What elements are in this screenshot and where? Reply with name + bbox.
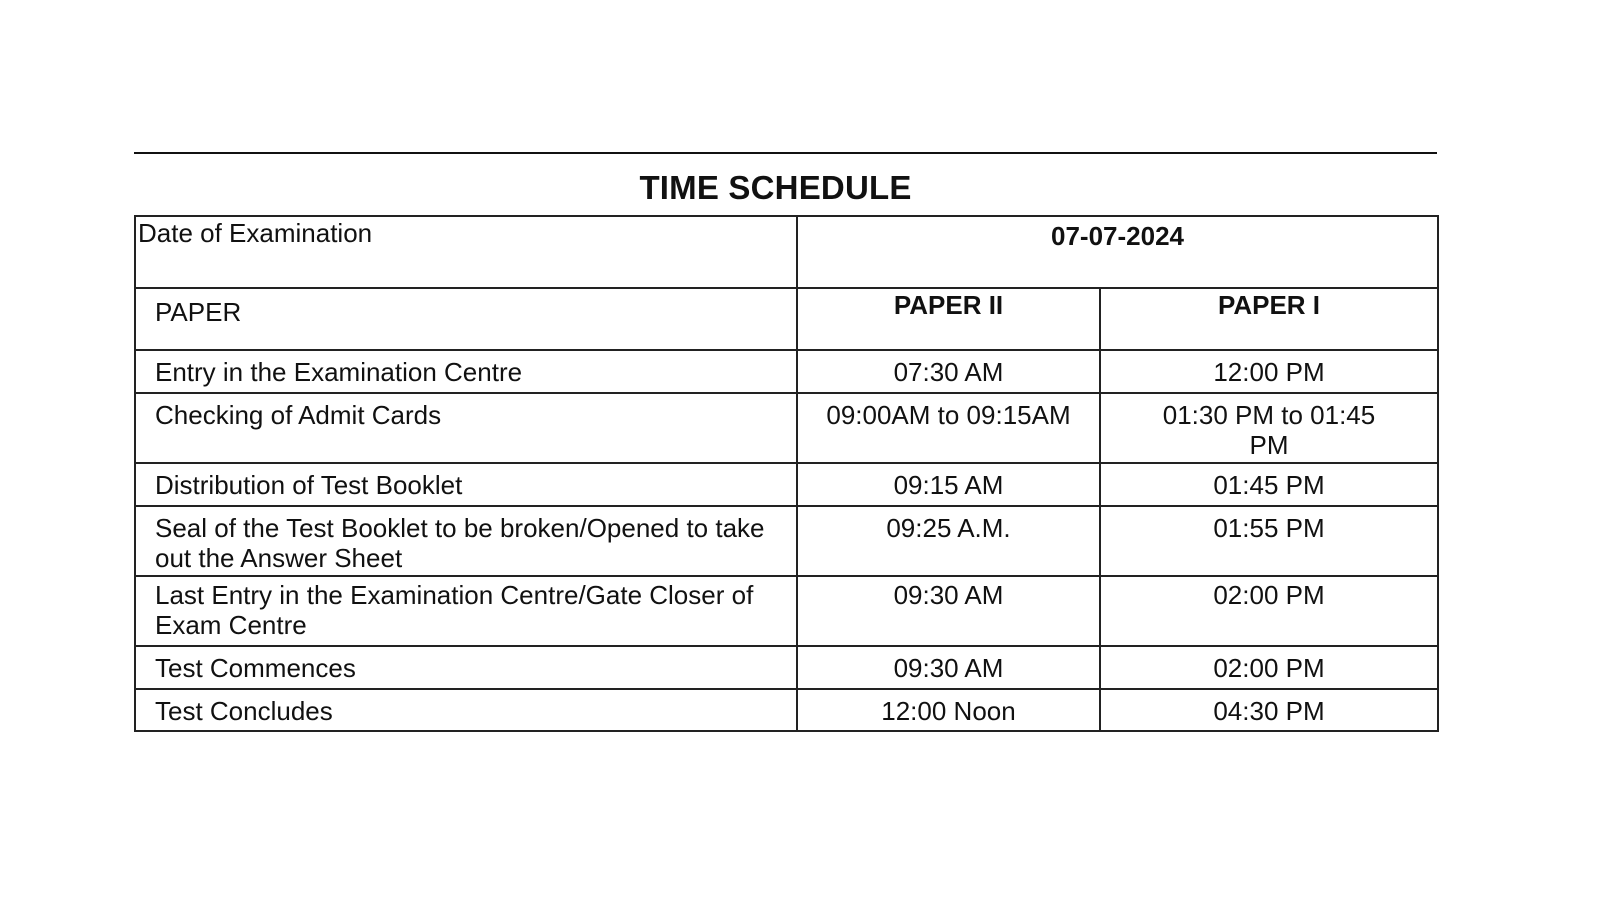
- paper-ii-time: 07:30 AM: [797, 350, 1100, 393]
- paper-label: PAPER: [135, 288, 797, 350]
- event-label: Seal of the Test Booklet to be broken/Opened to take out the Answer Sheet: [135, 506, 797, 576]
- date-label: Date of Examination: [135, 216, 797, 288]
- date-value: 07-07-2024: [797, 216, 1438, 288]
- table-row: [135, 506, 1438, 576]
- table-row: [135, 646, 1438, 689]
- top-divider: [134, 152, 1437, 154]
- paper-i-header: PAPER I: [1100, 288, 1438, 350]
- event-label: Test Commences: [135, 646, 797, 689]
- event-label: Entry in the Examination Centre: [135, 350, 797, 393]
- table-row: [135, 393, 1438, 463]
- page-title: TIME SCHEDULE: [639, 169, 912, 206]
- table-row: [135, 463, 1438, 506]
- table-row: [135, 576, 1438, 646]
- date-row: [135, 216, 1438, 288]
- event-label: Last Entry in the Examination Centre/Gate Closer of Exam Centre: [135, 576, 797, 646]
- time-schedule-table: [134, 215, 1439, 732]
- paper-ii-header: PAPER II: [797, 288, 1100, 350]
- paper-i-time: 01:45 PM: [1100, 463, 1438, 506]
- paper-i-time: 01:55 PM: [1100, 506, 1438, 576]
- paper-ii-time: 09:25 A.M.: [797, 506, 1100, 576]
- table-row: [135, 689, 1438, 731]
- paper-ii-time: 09:30 AM: [797, 646, 1100, 689]
- paper-i-time: 04:30 PM: [1100, 689, 1438, 731]
- paper-ii-time: 12:00 Noon: [797, 689, 1100, 731]
- paper-i-time: 12:00 PM: [1100, 350, 1438, 393]
- table-row: [135, 350, 1438, 393]
- paper-i-time: 02:00 PM: [1100, 646, 1438, 689]
- paper-i-time: 01:30 PM to 01:45 PM: [1100, 393, 1438, 463]
- event-label: Checking of Admit Cards: [135, 393, 797, 463]
- paper-ii-time: 09:30 AM: [797, 576, 1100, 646]
- paper-ii-time: 09:15 AM: [797, 463, 1100, 506]
- paper-header-row: [135, 288, 1438, 350]
- event-label: Test Concludes: [135, 689, 797, 731]
- paper-ii-time: 09:00AM to 09:15AM: [797, 393, 1100, 463]
- paper-i-time: 02:00 PM: [1100, 576, 1438, 646]
- event-label: Distribution of Test Booklet: [135, 463, 797, 506]
